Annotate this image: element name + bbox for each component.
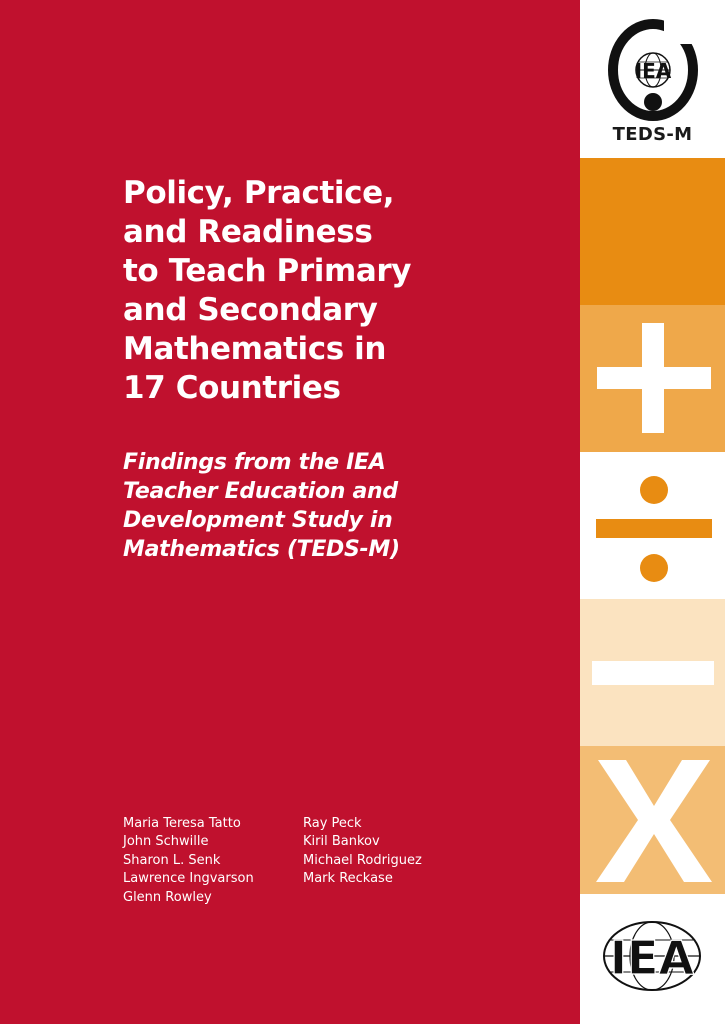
iea-globe-logo-icon xyxy=(580,894,725,1024)
title-line: 17 Countries xyxy=(123,370,341,406)
author-list-left xyxy=(123,815,254,907)
title-line: Policy, Practice, xyxy=(123,175,395,211)
author-list-right xyxy=(303,815,422,889)
author-name: Lawrence Ingvarson xyxy=(123,871,254,887)
divide-band xyxy=(580,452,725,599)
iea-logo xyxy=(580,894,725,1024)
subtitle-line: Teacher Education and xyxy=(123,479,398,504)
multiply-band xyxy=(580,746,725,894)
teds-m-logo-icon xyxy=(580,0,725,124)
author-name: Sharon L. Senk xyxy=(123,852,221,868)
author-name: Glenn Rowley xyxy=(123,889,212,905)
plus-band xyxy=(580,305,725,452)
iea-logo-text: IEA xyxy=(609,931,695,985)
subtitle-line: Development Study in xyxy=(123,508,393,533)
subtitle-line: Mathematics (TEDS-M) xyxy=(123,537,400,562)
divide-icon xyxy=(580,452,725,599)
title-line: and Secondary xyxy=(123,292,378,328)
minus-band xyxy=(580,599,725,746)
study-label: TEDS-M xyxy=(612,124,693,145)
minus-icon xyxy=(580,599,725,746)
title-line: and Readiness xyxy=(123,214,373,250)
teds-m-logo xyxy=(580,0,725,158)
logo-mark-text: IEA xyxy=(634,59,672,83)
author-name: Kiril Bankov xyxy=(303,834,380,850)
author-name: Maria Teresa Tatto xyxy=(123,816,241,831)
author-name: Mark Reckase xyxy=(303,871,393,887)
report-subtitle xyxy=(123,448,563,564)
title-line: to Teach Primary xyxy=(123,253,412,289)
report-title xyxy=(123,174,563,408)
title-line: Mathematics in xyxy=(123,331,387,367)
multiply-icon xyxy=(580,746,725,894)
subtitle-line: Findings from the IEA xyxy=(123,450,386,475)
author-name: Michael Rodriguez xyxy=(303,852,422,868)
author-name: John Schwille xyxy=(123,834,209,850)
math-symbol-strip xyxy=(580,0,725,1024)
author-name: Ray Peck xyxy=(303,816,362,831)
color-band-orange xyxy=(580,158,725,305)
plus-icon xyxy=(580,305,725,452)
